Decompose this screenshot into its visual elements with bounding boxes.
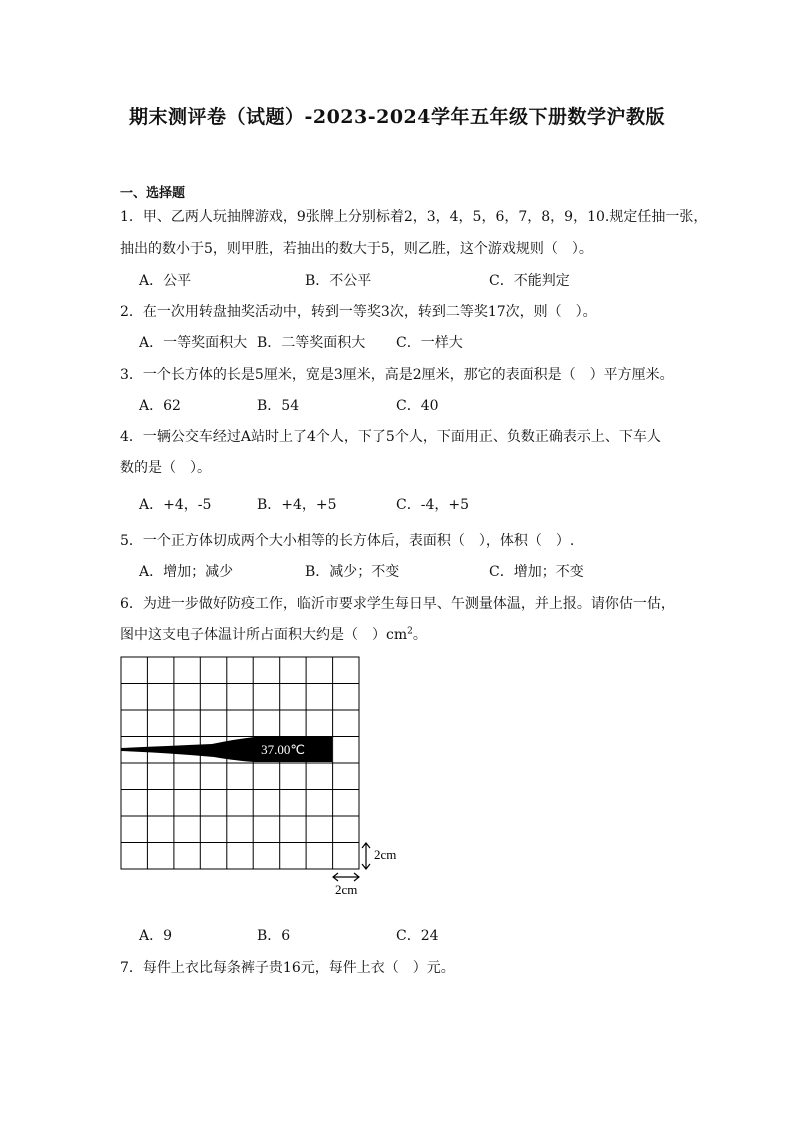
question-1-line-1: 1．甲、乙两人玩抽牌游戏，9张牌上分别标着2，3，4，5，6，7，8，9，10.规定任抽一张， — [120, 209, 708, 225]
section-heading: 一、选择题 — [120, 186, 186, 201]
question-4-line-2: 数的是（ ）。 — [120, 460, 211, 476]
option-c[interactable]: C．-4，+5 — [396, 497, 469, 513]
option-b[interactable]: B．+4，+5 — [257, 497, 337, 513]
question-5-line-1: 5．一个正方体切成两个大小相等的长方体后，表面积（ ），体积（ ）. — [120, 533, 575, 549]
option-a[interactable]: A．一等奖面积大 — [139, 335, 248, 351]
option-a[interactable]: A．9 — [139, 928, 173, 944]
option-c[interactable]: C．增加；不变 — [489, 564, 584, 580]
option-c[interactable]: C．24 — [396, 928, 439, 944]
question-3-line-1: 3．一个长方体的长是5厘米，宽是3厘米，高是2厘米，那它的表面积是（ ）平方厘米。 — [120, 367, 674, 383]
option-b[interactable]: B．二等奖面积大 — [257, 335, 366, 351]
vertical-scale-label: 2cm — [374, 847, 397, 862]
question-6-text: 图中这支电子体温计所占面积大约是（ ）cm — [120, 627, 408, 643]
option-a[interactable]: A．+4，-5 — [139, 497, 212, 513]
option-c[interactable]: C．不能判定 — [489, 273, 570, 289]
thermometer-grid-figure — [100, 648, 420, 898]
option-c[interactable]: C．一样大 — [396, 335, 463, 351]
thermometer-reading: 37.00℃ — [261, 742, 305, 757]
option-b[interactable]: B．6 — [257, 928, 291, 944]
question-6-end: 。 — [412, 627, 427, 643]
option-a[interactable]: A．增加；减少 — [139, 564, 234, 580]
horizontal-scale-label: 2cm — [335, 882, 358, 897]
option-a[interactable]: A．公平 — [139, 273, 192, 289]
question-2-line-1: 2．在一次用转盘抽奖活动中，转到一等奖3次，转到二等奖17次，则（ ）。 — [120, 304, 597, 320]
vertical-scale-arrow — [362, 843, 370, 869]
question-1-line-2: 抽出的数小于5，则甲胜，若抽出的数大于5，则乙胜，这个游戏规则（ ）。 — [120, 241, 593, 257]
option-c[interactable]: C．40 — [396, 398, 439, 414]
grid — [121, 657, 359, 869]
option-a[interactable]: A．62 — [139, 398, 181, 414]
page-title: 期末测评卷（试题）-2023-2024学年五年级下册数学沪教版 — [128, 106, 666, 128]
question-4-line-1: 4．一辆公交车经过A站时上了4个人，下了5个人，下面用正、负数正确表示上、下车人 — [120, 429, 661, 445]
question-7-line-1: 7．每件上衣比每条裤子贵16元，每件上衣（ ）元。 — [120, 960, 455, 976]
unit-superscript: 2 — [407, 626, 413, 637]
option-b[interactable]: B．不公平 — [305, 273, 372, 289]
horizontal-scale-arrow — [333, 873, 359, 881]
option-b[interactable]: B．减少；不变 — [305, 564, 400, 580]
option-b[interactable]: B．54 — [257, 398, 300, 414]
question-6-line-2 — [120, 624, 427, 644]
question-6-line-1: 6．为进一步做好防疫工作，临沂市要求学生每日早、午测量体温，并上报。请你估一估， — [120, 596, 675, 612]
